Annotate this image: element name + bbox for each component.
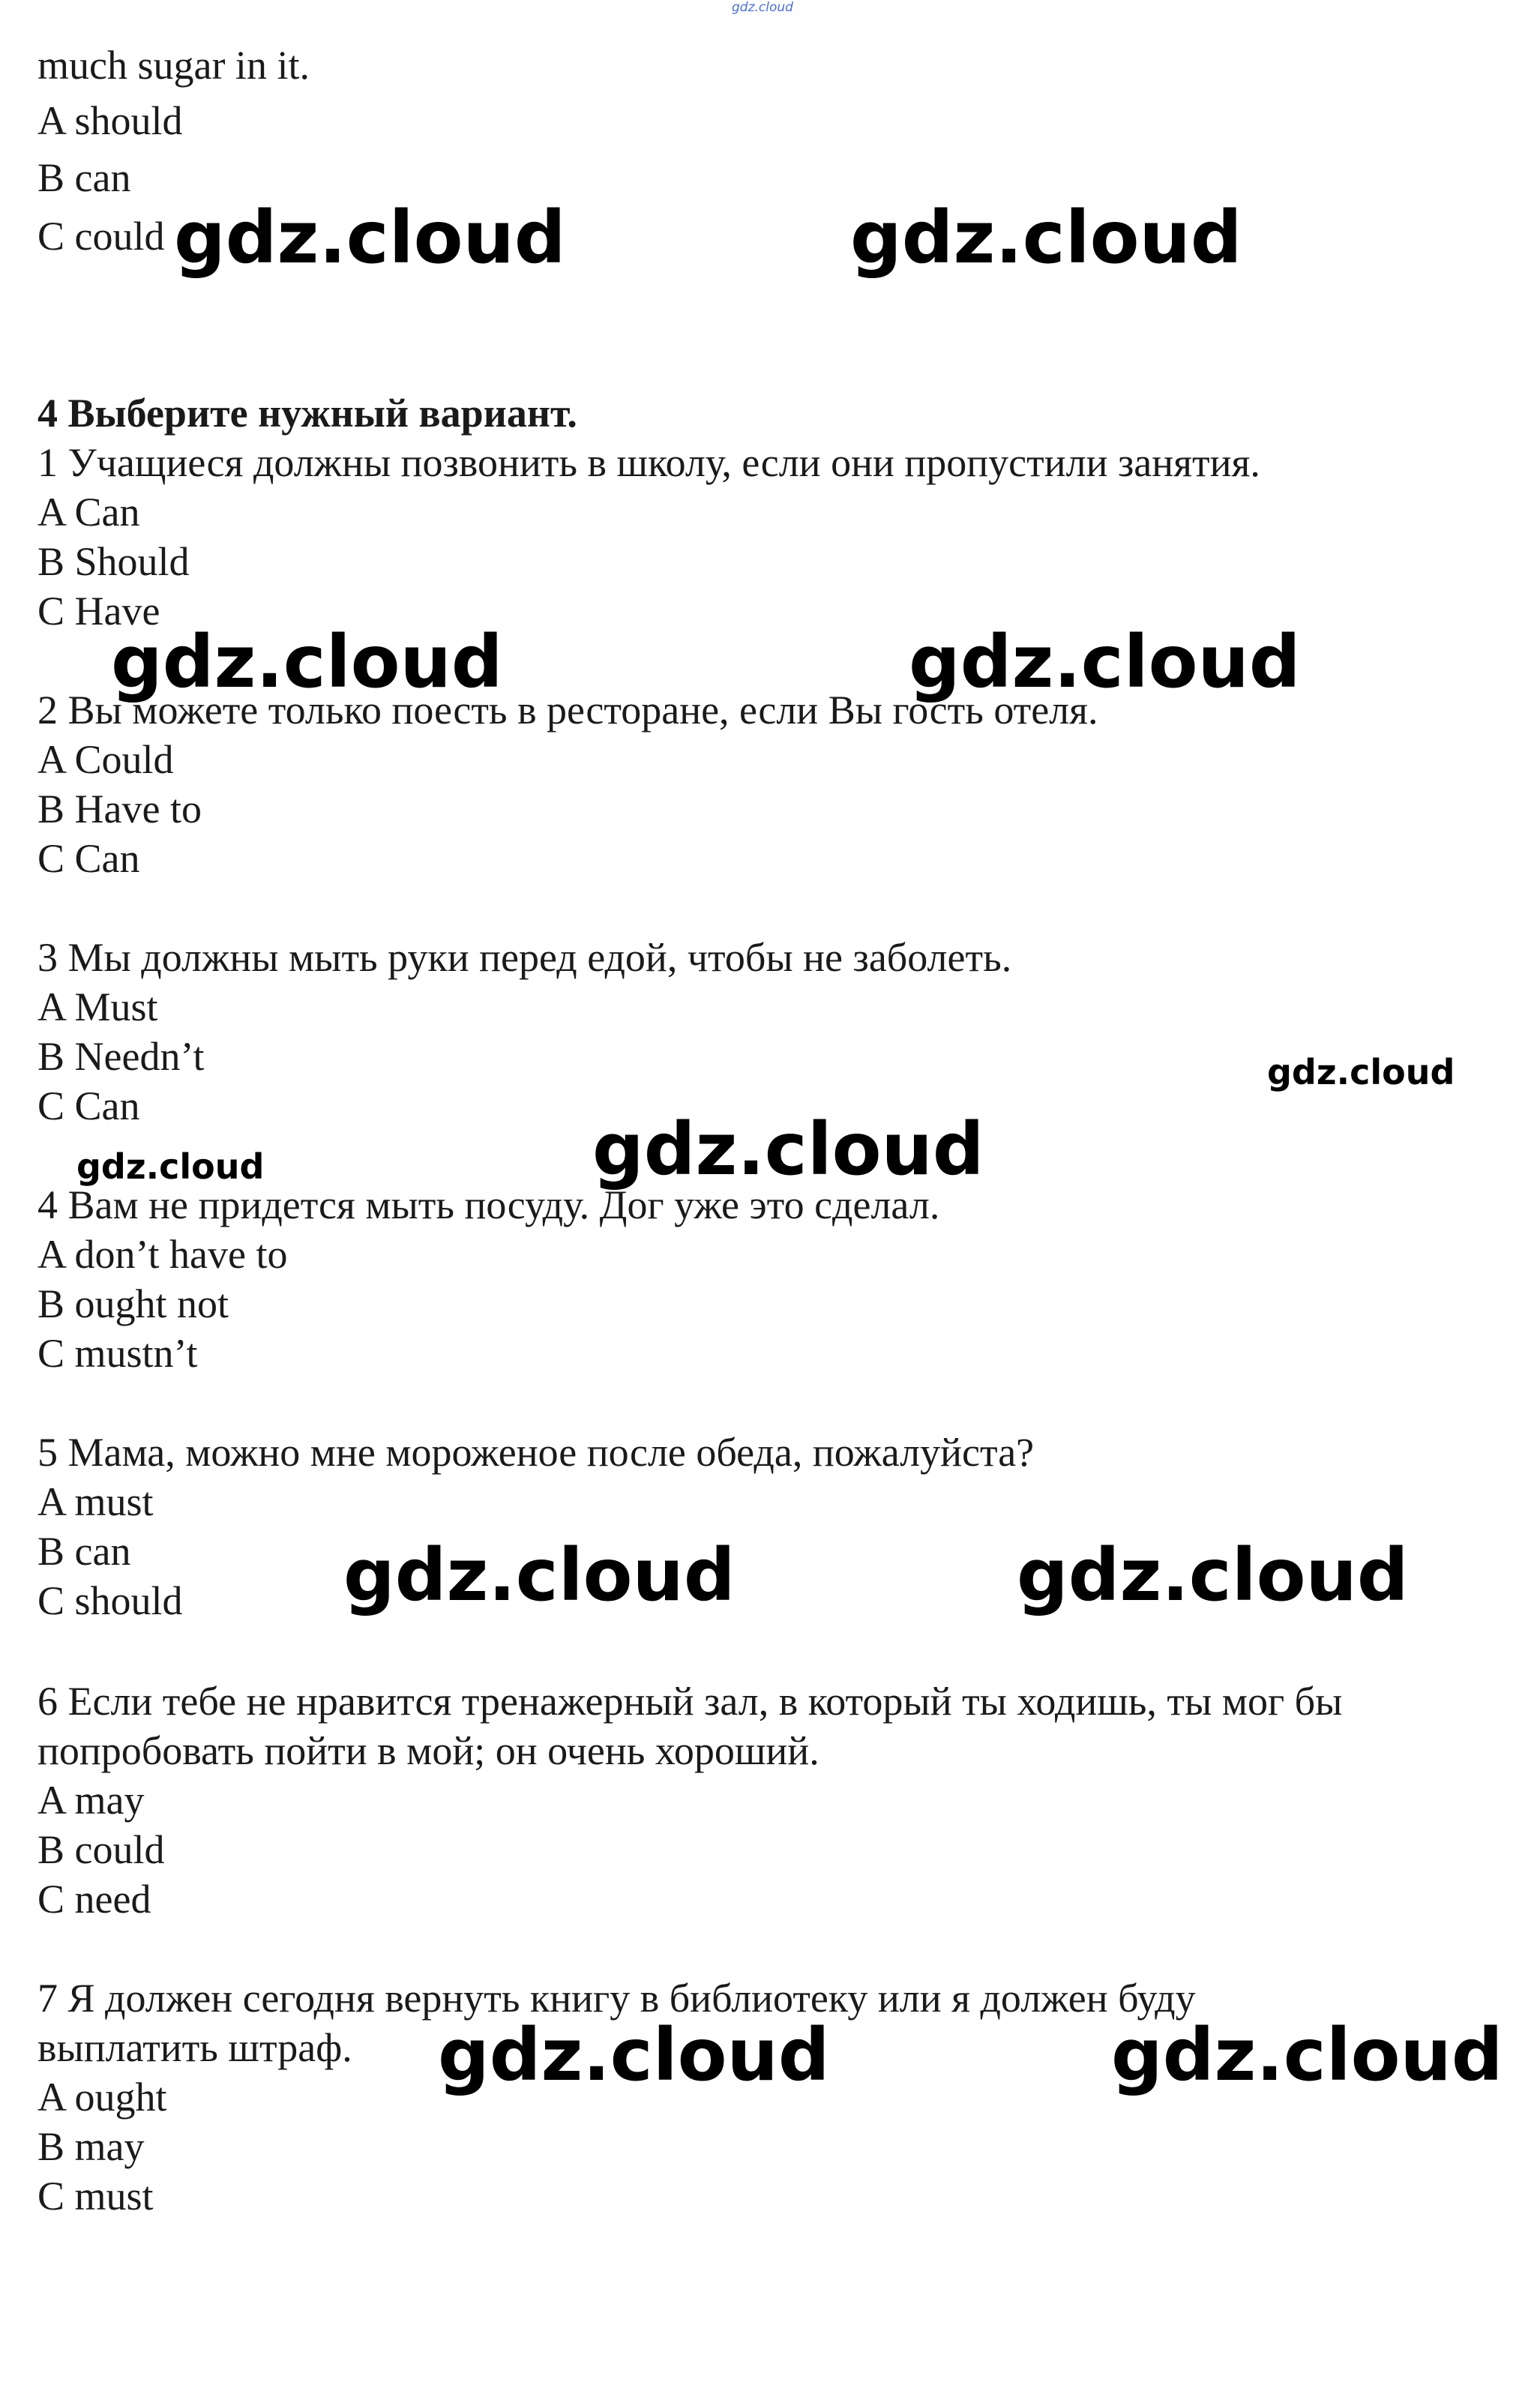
q1-option-b: B Should: [37, 539, 190, 584]
option-c: C could: [37, 214, 165, 259]
q5-option-a: A must: [37, 1479, 154, 1524]
watermark-text: gdz.cloud: [909, 620, 1301, 704]
q3-option-a: A Must: [37, 984, 158, 1029]
watermark-text: gdz.cloud: [592, 1107, 984, 1191]
question-1: 1 Учащиеся должны позвонить в школу, если они пропустили занятия.: [37, 440, 1260, 485]
option-a: A should: [37, 98, 183, 143]
q7-option-b: B may: [37, 2124, 145, 2169]
question-3: 3 Мы должны мыть руки перед едой, чтобы не заболеть.: [37, 935, 1012, 980]
watermark-text: gdz.cloud: [850, 196, 1242, 280]
question-5: 5 Мама, можно мне мороженое после обеда, пожалуйста?: [37, 1430, 1035, 1475]
q6-option-b: B could: [37, 1827, 165, 1872]
q6-option-a: A may: [37, 1778, 145, 1823]
watermark-text: gdz.cloud: [343, 1533, 736, 1617]
q4-option-b: B ought not: [37, 1281, 229, 1326]
watermark-text: gdz.cloud: [1017, 1533, 1409, 1617]
question-7-line-2: выплатить штраф.: [37, 2025, 352, 2070]
q4-option-c: C mustn’t: [37, 1331, 198, 1376]
question-6-line-2: попробовать пойти в мой; он очень хороший.: [37, 1728, 819, 1773]
q2-option-a: A Could: [37, 737, 174, 782]
q4-option-a: A don’t have to: [37, 1232, 288, 1277]
option-b: B can: [37, 155, 131, 200]
question-4: 4 Вам не придется мыть посуду. Дог уже это сделал.: [37, 1182, 940, 1227]
q1-option-a: A Can: [37, 490, 140, 535]
watermark-text: gdz.cloud: [438, 2013, 830, 2097]
watermark-text: gdz.cloud: [174, 196, 566, 280]
q3-option-b: B Needn’t: [37, 1034, 205, 1079]
question-7-line-1: 7 Я должен сегодня вернуть книгу в библиотеку или я должен буду: [37, 1976, 1196, 2021]
q3-option-c: C Can: [37, 1083, 140, 1128]
q2-option-b: B Have to: [37, 787, 202, 831]
q5-option-c: C should: [37, 1578, 183, 1623]
q5-option-b: B can: [37, 1529, 131, 1574]
text-line: much sugar in it.: [37, 43, 310, 88]
q7-option-a: A ought: [37, 2075, 167, 2120]
watermark-text: gdz.cloud: [1267, 1052, 1455, 1092]
q7-option-c: C must: [37, 2174, 154, 2219]
header-watermark: gdz.cloud: [732, 0, 793, 15]
q6-option-c: C need: [37, 1877, 151, 1922]
watermark-text: gdz.cloud: [76, 1146, 265, 1187]
task-heading: 4 Выберите нужный вариант.: [37, 391, 577, 436]
question-6-line-1: 6 Если тебе не нравится тренажерный зал, в который ты ходишь, ты мог бы: [37, 1679, 1343, 1724]
q2-option-c: C Can: [37, 836, 140, 881]
question-2: 2 Вы можете только поесть в ресторане, если Вы гость отеля.: [37, 688, 1098, 733]
watermark-text: gdz.cloud: [111, 620, 503, 704]
watermark-text: gdz.cloud: [1111, 2013, 1503, 2097]
q1-option-c: C Have: [37, 589, 160, 634]
